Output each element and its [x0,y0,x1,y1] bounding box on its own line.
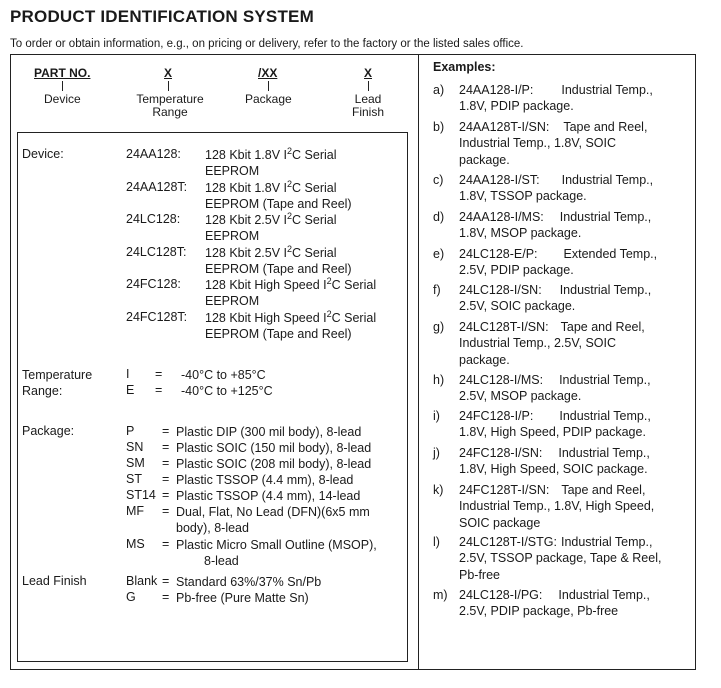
package-option-desc: Plastic Micro Small Outline (MSOP), 8-lead [176,538,377,569]
package-option-code: ST14 [126,488,156,502]
device-desc: 128 Kbit High Speed $I^2C$ Serial EEPROM (Tape and Reel) [205,309,377,342]
example-item: j) 24FC128-I/SN: Industrial Temp., 1.8V, High Speed, SOIC package. [433,446,650,477]
package-option-desc: Plastic SOIC (208 mil body), 8-lead [176,457,372,471]
device-desc: 128 Kbit 1.8V $I^2C$ Serial EEPROM [205,146,337,179]
temperature-option-desc: -40°C to +125°C [181,384,273,398]
temperature-code: X [164,66,173,80]
package-option-desc: Plastic DIP (300 mil body), 8-lead [176,425,362,439]
device-desc: 128 Kbit 2.5V $I^2C$ Serial EEPROM [205,211,337,244]
package-option-code: SN [126,440,144,454]
equals-sign: = [162,472,170,486]
equals-sign: = [162,590,170,604]
equals-sign: = [162,574,170,588]
package-option-desc: Plastic TSSOP (4.4 mm), 8-lead [176,473,354,487]
example-item: e) 24LC128-E/P: Extended Temp., 2.5V, PDIP package. [433,247,658,278]
example-item: f) 24LC128-I/SN: Industrial Temp., 2.5V, SOIC package. [433,283,652,314]
temperature-option-code: E [126,383,135,397]
example-item: c) 24AA128-I/ST: Industrial Temp., 1.8V, TSSOP package. [433,173,654,204]
example-item: m) 24LC128-I/PG: Industrial Temp., 2.5V, PDIP package, Pb-free [433,588,650,619]
device-heading: Device: [22,147,64,161]
package-option-code: P [126,424,135,438]
device-desc: 128 Kbit 2.5V $I^2C$ Serial EEPROM (Tape and Reel) [205,244,352,277]
example-item: k) 24FC128T-I/SN: Tape and Reel, Industrial Temp., 1.8V, High Speed, SOIC package [433,483,655,530]
equals-sign: = [162,424,170,438]
package-option-code: MF [126,504,145,518]
device-desc: 128 Kbit 1.8V $I^2C$ Serial EEPROM (Tape and Reel) [205,179,352,212]
part-no-tick [62,81,63,91]
example-item: a) 24AA128-I/P: Industrial Temp., 1.8V, PDIP package. [433,83,653,114]
equals-sign: = [155,383,163,397]
page-title: PRODUCT IDENTIFICATION SYSTEM [10,7,314,26]
lead-finish-tick [368,81,369,91]
device-code: 24AA128T: [126,180,188,194]
equals-sign: = [162,504,170,518]
equals-sign: = [162,456,170,470]
equals-sign: = [155,367,163,381]
device-code: 24FC128T: [126,310,188,324]
lead-finish-heading: Lead Finish [22,574,87,588]
equals-sign: = [162,488,170,502]
temperature-option-desc: -40°C to +85°C [181,368,266,382]
part-no-code: PART NO. [34,66,91,80]
lead-finish-option-code: G [126,590,136,604]
equals-sign: = [162,440,170,454]
equals-sign: = [162,537,170,551]
lead-finish-code: X [364,66,373,80]
package-heading: Package: [22,424,75,438]
package-option-code: ST [126,472,142,486]
package-tick [268,81,269,91]
package-code: /XX [258,66,278,80]
temperature-heading: Temperature Range: [22,368,93,399]
package-option-desc: Plastic SOIC (150 mil body), 8-lead [176,441,372,455]
device-code: 24LC128T: [126,245,187,259]
temperature-option-code: I [126,367,130,381]
package-option-desc: Dual, Flat, No Lead (DFN)(6x5 mm body), 8-lead [176,505,370,536]
example-item: b) 24AA128T-I/SN: Tape and Reel, Industrial Temp., 1.8V, SOIC package. [433,120,648,167]
package-label: Package [245,92,292,106]
device-desc: 128 Kbit High Speed $I^2C$ Serial EEPROM [205,276,377,309]
device-code: 24AA128: [126,147,181,161]
temperature-tick [168,81,169,91]
example-item: l) 24LC128T-I/STG: Industrial Temp., 2.5V, TSSOP package, Tape & Reel, Pb-free [433,535,662,582]
lead-finish-option-desc: Pb-free (Pure Matte Sn) [176,591,309,605]
lead-finish-option-desc: Standard 63%/37% Sn/Pb [176,575,322,589]
lead-finish-option-code: Blank [126,574,158,588]
example-item: i) 24FC128-I/P: Industrial Temp., 1.8V, High Speed, PDIP package. [433,409,651,440]
device-code: 24FC128: [126,277,181,291]
package-option-desc: Plastic TSSOP (4.4 mm), 14-lead [176,489,361,503]
package-option-code: MS [126,537,145,551]
package-option-code: SM [126,456,145,470]
intro-text: To order or obtain information, e.g., on pricing or delivery, refer to the factory or the listed sales office. [10,38,524,50]
temperature-label: Temperature Range [136,92,204,119]
column-divider [418,54,419,670]
example-item: g) 24LC128T-I/SN: Tape and Reel, Industrial Temp., 2.5V, SOIC package. [433,320,645,367]
lead-finish-label: Lead Finish [351,92,384,119]
examples-heading: Examples: [433,60,496,74]
example-item: d) 24AA128-I/MS: Industrial Temp., 1.8V, MSOP package. [433,210,652,241]
device-code: 24LC128: [126,212,181,226]
example-item: h) 24LC128-I/MS: Industrial Temp., 2.5V, MSOP package. [433,373,651,404]
part-no-label: Device [44,92,81,106]
